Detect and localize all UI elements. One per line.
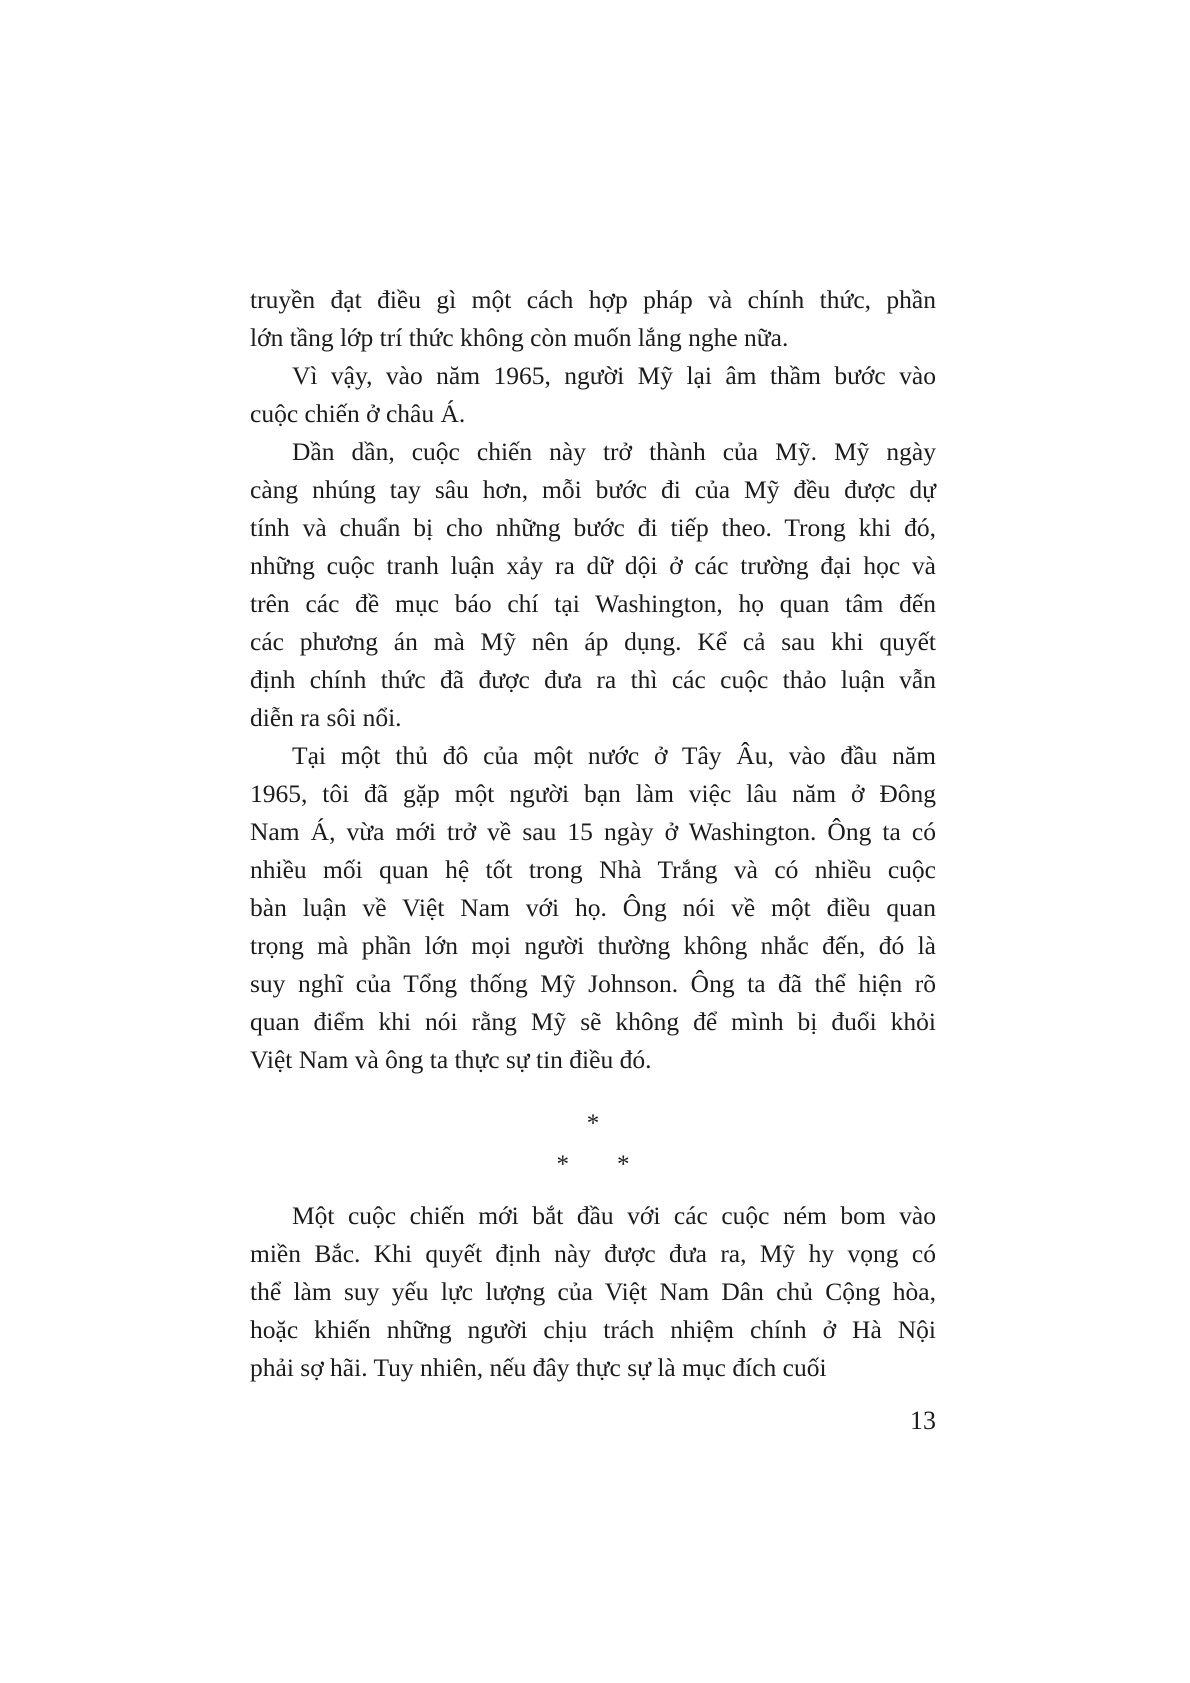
text-line: định chính thức đã được đưa ra thì các cuộc thảo luận vẫn (250, 665, 936, 694)
paragraph-group-bottom (250, 1197, 936, 1387)
text-block (250, 281, 936, 1387)
text-line: miền Bắc. Khi quyết định này được đưa ra, Mỹ hy vọng có (250, 1239, 936, 1268)
text-line: Dần dần, cuộc chiến này trở thành của Mỹ. Mỹ ngày (292, 437, 936, 466)
text-line: Việt Nam và ông ta thực sự tin điều đó. (250, 1045, 652, 1074)
page-number: 13 (910, 1406, 936, 1435)
text-line: cuộc chiến ở châu Á. (250, 399, 466, 428)
text-line: tính và chuẩn bị cho những bước đi tiếp theo. Trong khi đó, (250, 513, 936, 542)
divider-asterisk-row (250, 1144, 936, 1185)
divider-asterisk-top: * (586, 1110, 600, 1137)
text-line: quan điểm khi nói rằng Mỹ sẽ không để mình bị đuổi khỏi (250, 1007, 936, 1036)
text-line: suy nghĩ của Tổng thống Mỹ Johnson. Ông ta đã thể hiện rõ (250, 969, 936, 998)
text-line: hoặc khiến những người chịu trách nhiệm chính ở Hà Nội (250, 1315, 936, 1344)
text-line: càng nhúng tay sâu hơn, mỗi bước đi của Mỹ đều được dự (250, 475, 936, 504)
text-line: Vì vậy, vào năm 1965, người Mỹ lại âm thầm bước vào (292, 361, 936, 390)
paragraph (250, 357, 936, 433)
divider-asterisk-right: * (617, 1151, 630, 1178)
paragraph (250, 281, 936, 357)
text-line: diễn ra sôi nổi. (250, 703, 402, 732)
paragraph (250, 433, 936, 737)
paragraph-group-top (250, 281, 936, 1079)
text-line: Nam Á, vừa mới trở về sau 15 ngày ở Washington. Ông ta có (250, 817, 936, 846)
text-line: thể làm suy yếu lực lượng của Việt Nam Dân chủ Cộng hòa, (250, 1277, 936, 1306)
text-line: Một cuộc chiến mới bắt đầu với các cuộc ném bom vào (292, 1201, 936, 1230)
text-line: lớn tầng lớp trí thức không còn muốn lắng nghe nữa. (250, 323, 789, 352)
text-line: 1965, tôi đã gặp một người bạn làm việc lâu năm ở Đông (250, 779, 936, 808)
text-line: những cuộc tranh luận xảy ra dữ dội ở các trường đại học và (250, 551, 936, 580)
text-line: nhiều mối quan hệ tốt trong Nhà Trắng và có nhiều cuộc (250, 855, 936, 884)
text-line: phải sợ hãi. Tuy nhiên, nếu đây thực sự là mục đích cuối (250, 1353, 827, 1382)
divider-asterisk-left: * (556, 1151, 569, 1178)
text-line: truyền đạt điều gì một cách hợp pháp và chính thức, phần (250, 285, 936, 314)
text-line: trên các đề mục báo chí tại Washington, họ quan tâm đến (250, 589, 936, 618)
text-line: Tại một thủ đô của một nước ở Tây Âu, vào đầu năm (292, 741, 936, 770)
text-line: trọng mà phần lớn mọi người thường không nhắc đến, đó là (250, 931, 936, 960)
paragraph (250, 737, 936, 1079)
section-divider (250, 1079, 936, 1197)
paragraph (250, 1197, 936, 1387)
text-line: các phương án mà Mỹ nên áp dụng. Kể cả sau khi quyết (250, 627, 936, 656)
text-line: bàn luận về Việt Nam với họ. Ông nói về một điều quan (250, 893, 936, 922)
